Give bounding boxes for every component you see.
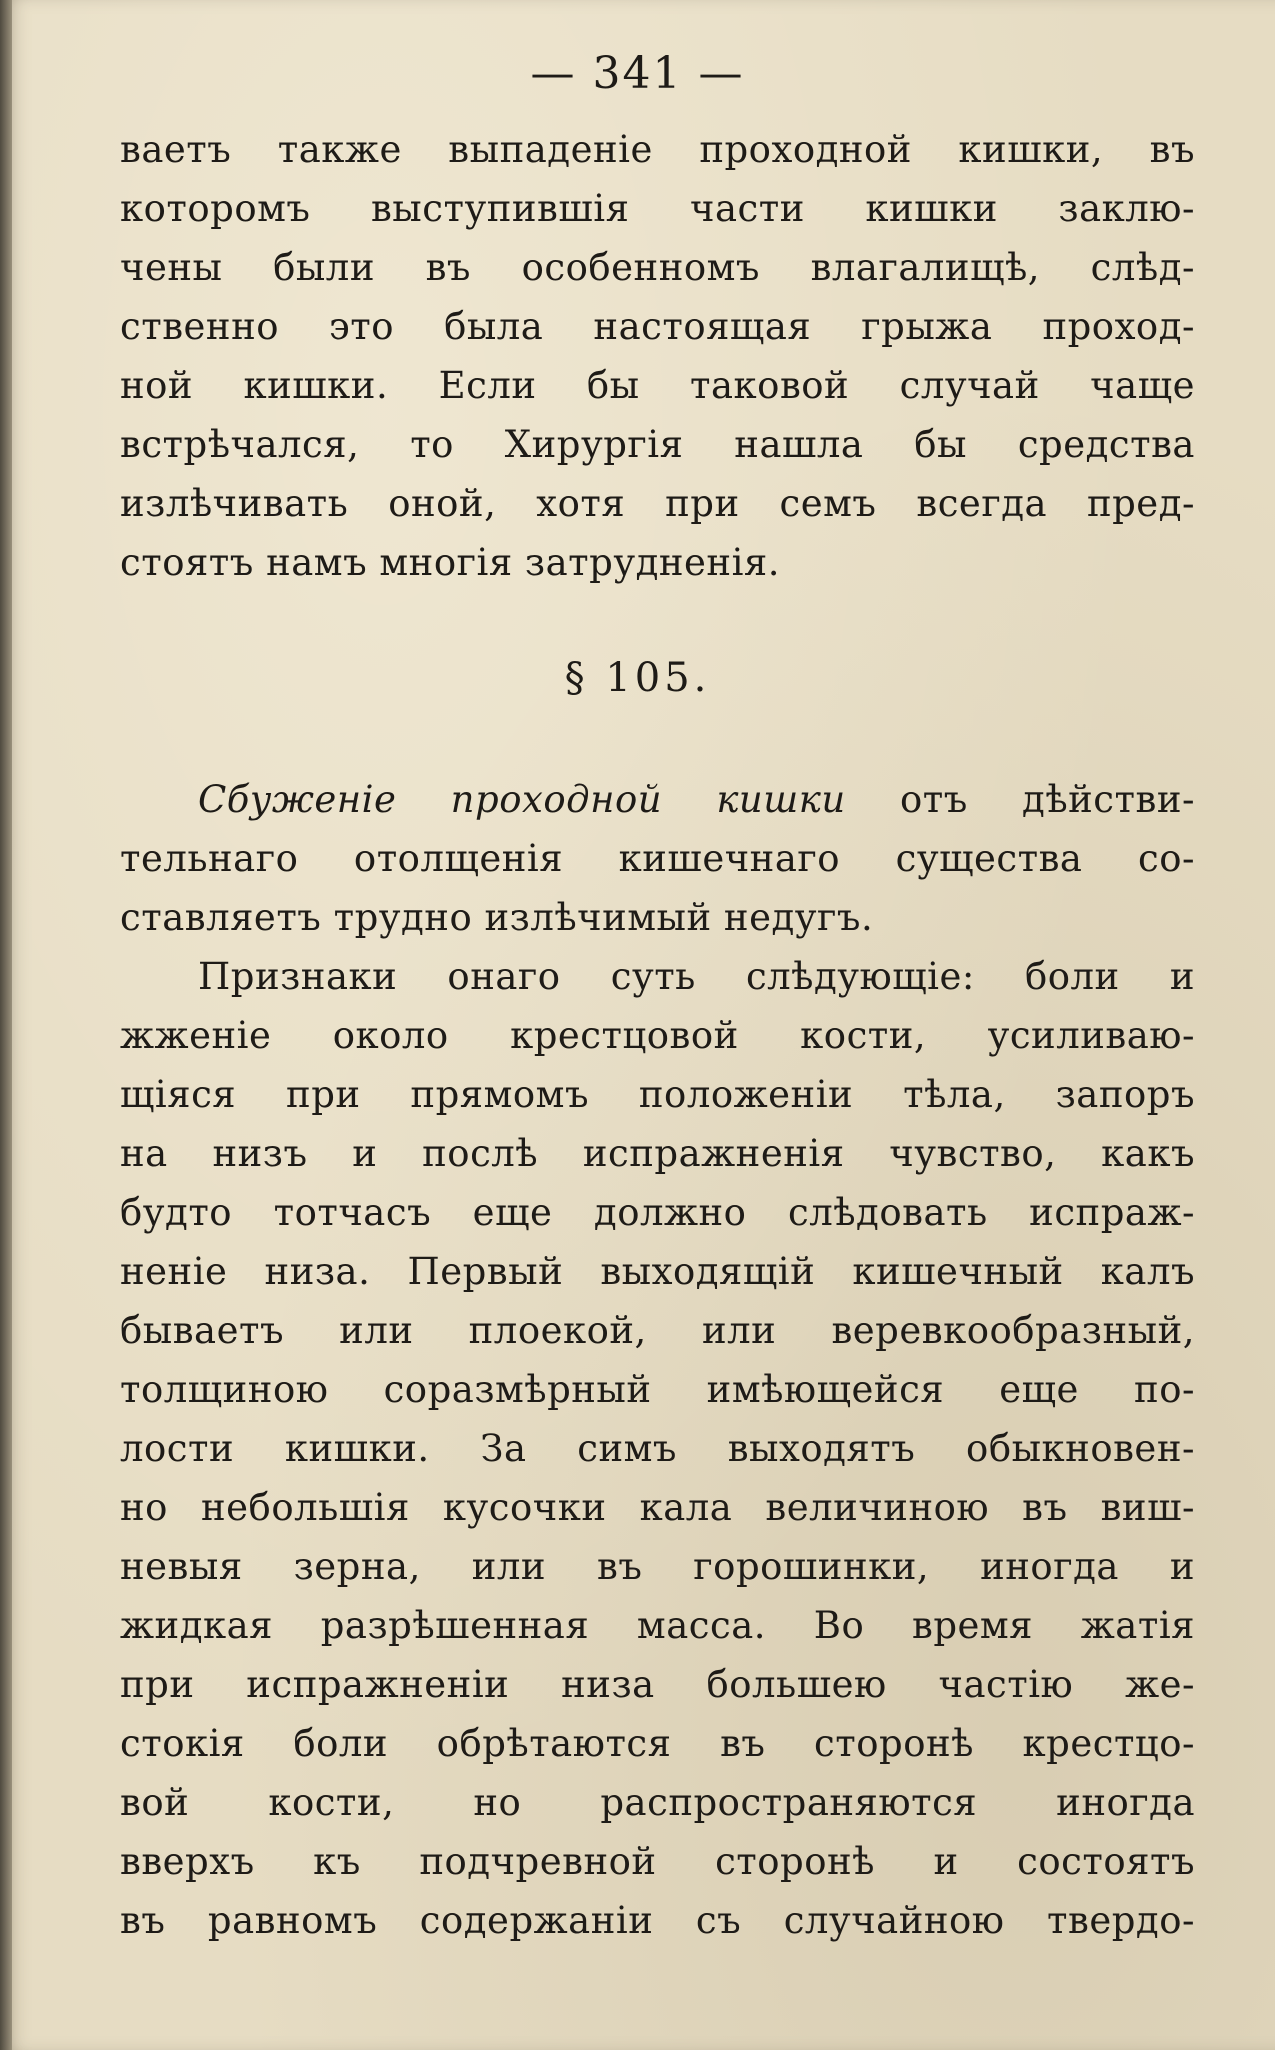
text-line: жженіе около крестцовой кости, усиливаю-: [120, 1014, 1195, 1057]
page-gutter-shadow: [0, 0, 12, 2050]
text-line: ставляетъ трудно излѣчимый недугъ.: [120, 896, 874, 939]
text-line: Признаки онаго суть слѣдующіе: боли и: [198, 955, 1195, 998]
italic-term: Сбуженіе проходной кишки: [198, 778, 846, 821]
text-line: неніе низа. Первый выходящій кишечный калъ: [120, 1250, 1195, 1293]
text-line: стокія боли обрѣтаются въ сторонѣ крестцо-: [120, 1722, 1195, 1765]
text-line-first: [120, 770, 1195, 829]
top-paragraph: [120, 120, 1195, 592]
text-line: встрѣчался, то Хирургія нашла бы средства: [120, 423, 1195, 466]
text-line: ной кишки. Если бы таковой случай чаще: [120, 364, 1195, 407]
text-line: будто тотчасъ еще должно слѣдовать испраж-: [120, 1191, 1195, 1234]
text-line: толщиною соразмѣрный имѣющейся еще по-: [120, 1368, 1195, 1411]
text-line: стоятъ намъ многія затрудненія.: [120, 541, 781, 584]
text-line: ваетъ также выпаденіе проходной кишки, въ: [120, 128, 1195, 171]
section-heading: § 105.: [564, 655, 711, 701]
text-line: жидкая разрѣшенная масса. Во время жатія: [120, 1604, 1195, 1647]
text-line: вой кости, но распространяются иногда: [120, 1781, 1195, 1824]
text-line: которомъ выступившія части кишки заклю-: [120, 187, 1195, 230]
text-line: лости кишки. За симъ выходятъ обыкновен-: [120, 1427, 1195, 1470]
text-line: излѣчивать оной, хотя при семъ всегда пред-: [120, 482, 1195, 525]
text-line: на низъ и послѣ испражненія чувство, какъ: [120, 1132, 1195, 1175]
text-line: ственно это была настоящая грыжа проход-: [120, 305, 1195, 348]
text-line: вверхъ къ подчревной сторонѣ и состоятъ: [120, 1840, 1195, 1883]
main-text: [120, 770, 1195, 1950]
text-line: въ равномъ содержаніи съ случайною твердо-: [120, 1899, 1195, 1942]
text-line: тельнаго отолщенія кишечнаго существа со-: [120, 837, 1195, 880]
text-line: щіяся при прямомъ положеніи тѣла, запоръ: [120, 1073, 1195, 1116]
page-number: — 341 —: [530, 48, 745, 99]
text-line: чены были въ особенномъ влагалищѣ, слѣд-: [120, 246, 1195, 289]
text-line: бываетъ или плоекой, или веревкообразный,: [120, 1309, 1195, 1352]
text-line: невыя зерна, или въ горошинки, иногда и: [120, 1545, 1195, 1588]
text-line: но небольшія кусочки кала величиною въ виш-: [120, 1486, 1195, 1529]
text-line: при испражненіи низа большею частію же-: [120, 1663, 1195, 1706]
text-run: отъ дѣйстви-: [845, 778, 1195, 821]
